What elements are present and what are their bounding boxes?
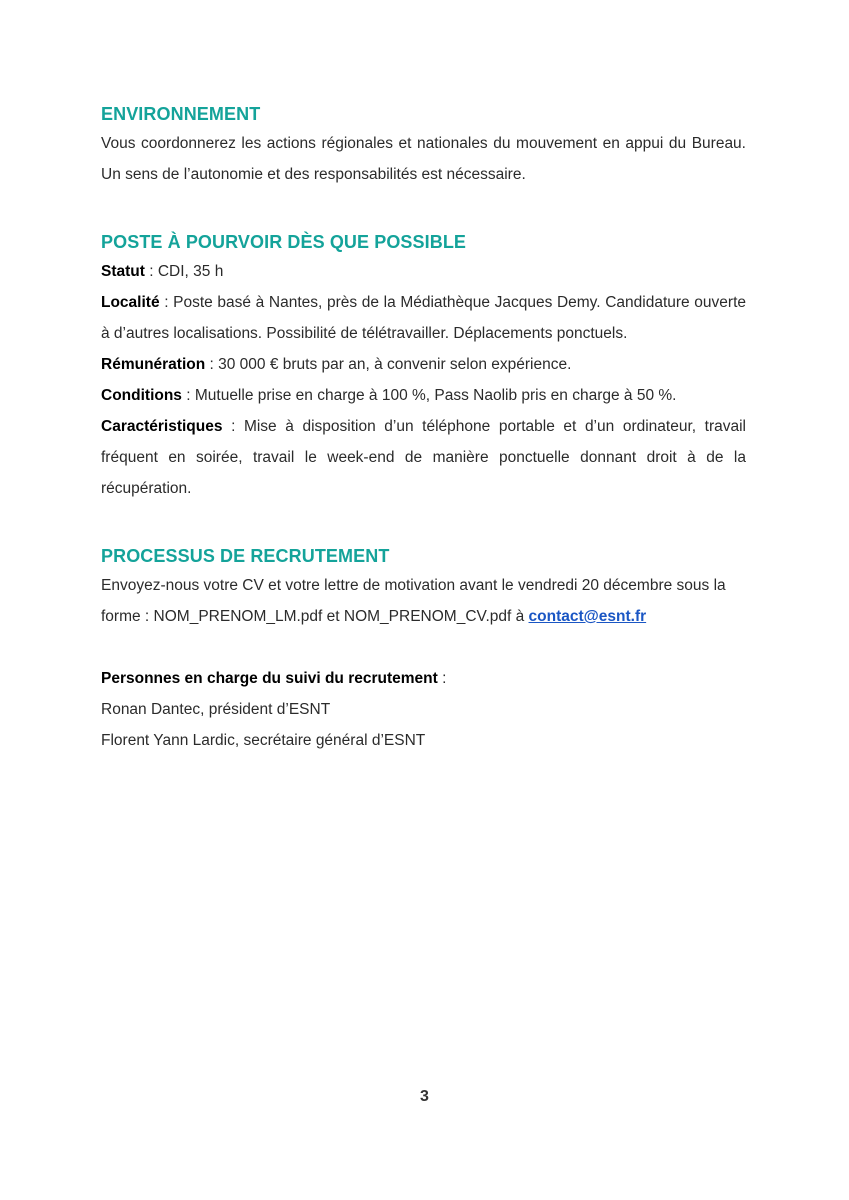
section-spacer (101, 504, 746, 542)
caracteristiques-label: Caractéristiques (101, 418, 223, 435)
section-title-poste: POSTE À POURVOIR DÈS QUE POSSIBLE (101, 232, 467, 252)
statut-value: : CDI, 35 h (144, 263, 224, 280)
conditions-label: Conditions (101, 387, 182, 404)
section-title-processus: PROCESSUS DE RECRUTEMENT (101, 546, 390, 566)
contact-email-link[interactable]: contact@esnt.fr (528, 608, 647, 625)
document-page (101, 100, 746, 756)
responsables-heading (101, 663, 746, 694)
processus-body: Envoyez-nous votre CV et votre lettre de motivation avant le vendredi 20 décembre sous la forme : NOM_PRENOM_LM.pdf et NOM_PRENOM_CV.pdf à (101, 577, 726, 625)
localite-line (101, 287, 746, 349)
blank-line (101, 632, 746, 663)
remuneration-label: Rémunération (101, 356, 206, 373)
localite-value: : Poste basé à Nantes, près de la Médiathèque Jacques Demy. Candidature ouverte à d’autres localisations. Possibilité de télétravailler. Déplacements ponctuels. (101, 294, 746, 342)
responsables-label: Personnes en charge du suivi du recrutement (101, 670, 438, 687)
conditions-line (101, 380, 746, 411)
remuneration-value: : 30 000 € bruts par an, à convenir selon expérience. (205, 356, 572, 373)
page-number: 3 (420, 1088, 429, 1105)
section-spacer (101, 190, 746, 228)
statut-line (101, 256, 746, 287)
processus-text (101, 570, 746, 632)
localite-label: Localité (101, 294, 160, 311)
responsables-suffix: : (437, 670, 447, 687)
environnement-text: Vous coordonnerez les actions régionales et nationales du mouvement en appui du Bureau. Un sens de l’autonomie et des responsabilités est nécessaire. (101, 135, 746, 183)
caracteristiques-value: : Mise à disposition d’un téléphone portable et d’un ordinateur, travail fréquent en soirée, travail le week-end de manière ponctuelle donnant droit à de la récupération. (101, 418, 746, 497)
responsable-person: Ronan Dantec, président d’ESNT (101, 701, 331, 718)
caracteristiques-line (101, 411, 746, 504)
remuneration-line (101, 349, 746, 380)
conditions-value: : Mutuelle prise en charge à 100 %, Pass Naolib pris en charge à 50 %. (181, 387, 677, 404)
section-title-environnement: ENVIRONNEMENT (101, 104, 261, 124)
responsable-person: Florent Yann Lardic, secrétaire général d’ESNT (101, 732, 426, 749)
statut-label: Statut (101, 263, 145, 280)
